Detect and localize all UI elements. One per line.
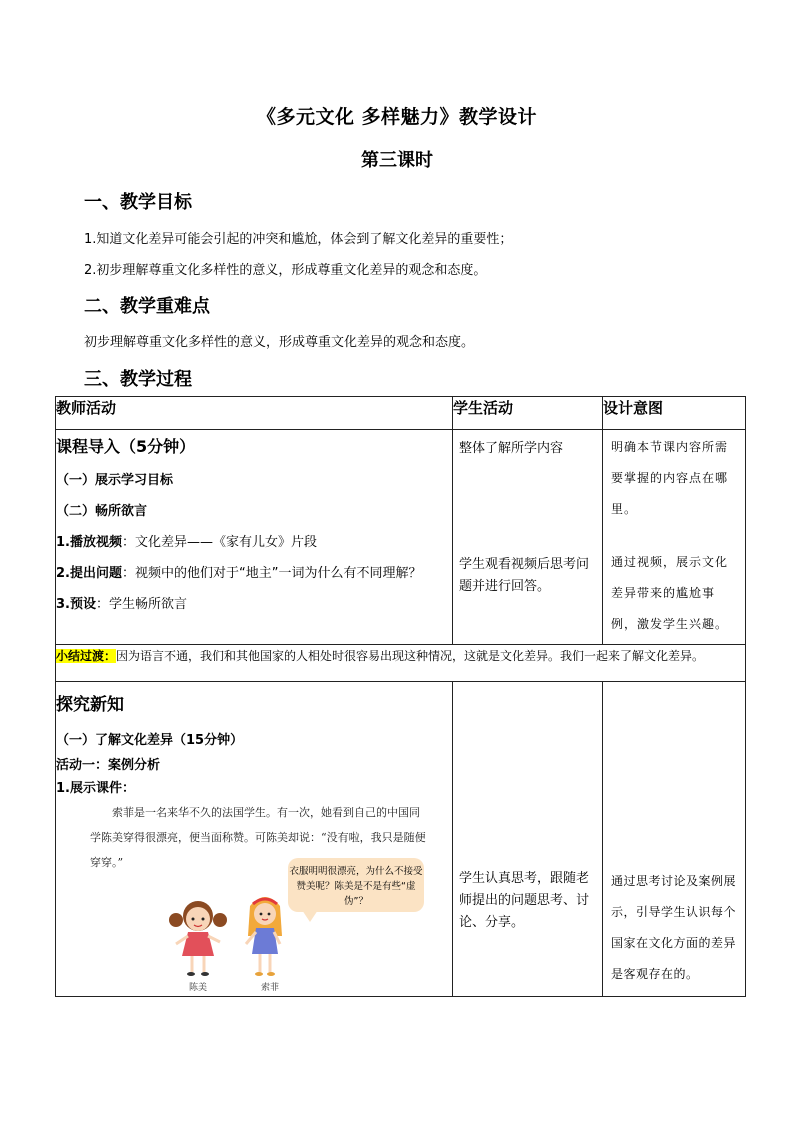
header-intent: 设计意图 (603, 397, 746, 430)
explore-intent: 通过思考讨论及案例展示，引导学生认识每个国家在文化方面的差异是客观存在的。 (611, 874, 737, 981)
summary-cell (56, 645, 746, 682)
intro-student-cell (453, 430, 603, 645)
intro-teacher-cell (56, 430, 453, 645)
process-table (55, 396, 746, 997)
document-title: 《多元文化 多样魅力》教学设计 (256, 106, 538, 128)
chen-mei-illustration (168, 898, 228, 978)
header-teacher: 教师活动 (56, 397, 453, 430)
explore-teacher-cell (56, 682, 453, 997)
section-heading-process: 三、教学过程 (84, 369, 192, 390)
intro-item-2: 2.提出问题：视频中的他们对于“地主”一词为什么有不同理解？ (56, 566, 422, 581)
document-subtitle: 第三课时 (361, 150, 433, 171)
intro-intent-cell (603, 430, 746, 645)
intro-sub2: （二）畅所欲言 (56, 504, 148, 519)
intro-item-1: 1.播放视频：文化差异——《家有儿女》片段 (56, 535, 317, 550)
explore-student-cell (453, 682, 603, 997)
explore-title: 探究新知 (56, 695, 124, 715)
summary-text: 因为语言不通，我们和其他国家的人相处时很容易出现这种情况，这就是文化差异。我们一起来了解文化差异。 (116, 649, 705, 663)
table-header-row (56, 397, 746, 430)
intro-intent-1: 明确本节课内容所需要掌握的内容点在哪里。 (611, 440, 729, 516)
section-heading-key-points: 二、教学重难点 (84, 296, 210, 317)
table-row-summary (56, 645, 746, 682)
explore-show: 1.展示课件： (56, 781, 135, 796)
caption-sophie: 索菲 (261, 983, 280, 993)
objective-item: 1.知道文化差异可能会引起的冲突和尴尬，体会到了解文化差异的重要性； (84, 232, 513, 247)
intro-item-3: 3.预设：学生畅所欲言 (56, 597, 187, 612)
intro-title: 课程导入（5分钟） (56, 437, 196, 456)
section-heading-objectives: 一、教学目标 (84, 192, 192, 213)
explore-activity: 活动一：案例分析 (56, 758, 161, 773)
case-text: 索菲是一名来华不久的法国学生。有一次，她看到自己的中国同学陈美穿得很漂亮，便当面称赞。可陈美却说：“没有啦，我只是随便穿穿。” (90, 806, 426, 869)
explore-sub1: （一）了解文化差异（15分钟） (56, 733, 244, 748)
intro-intent-2: 通过视频，展示文化差异带来的尴尬事例，激发学生兴趣。 (611, 555, 729, 631)
objective-item: 2.初步理解尊重文化多样性的意义，形成尊重文化差异的观念和态度。 (84, 263, 487, 278)
table-row-explore (56, 682, 746, 997)
summary-label: 小结过渡： (56, 649, 117, 663)
key-points-text: 初步理解尊重文化多样性的意义，形成尊重文化差异的观念和态度。 (84, 335, 475, 350)
speech-bubble: 衣服明明很漂亮，为什么不接受赞美呢？陈美是不是有些“虚伪”？ (288, 858, 424, 912)
sophie-illustration (240, 892, 290, 978)
caption-chen-mei: 陈美 (189, 983, 208, 993)
table-row-intro (56, 430, 746, 645)
explore-student: 学生认真思考，跟随老师提出的问题思考、讨论、分享。 (459, 871, 590, 930)
explore-intent-cell (603, 682, 746, 997)
intro-student-1: 整体了解所学内容 (459, 441, 564, 456)
header-student: 学生活动 (453, 397, 603, 430)
intro-student-2: 学生观看视频后思考问题并进行回答。 (459, 557, 590, 594)
intro-sub1: （一）展示学习目标 (56, 473, 174, 488)
